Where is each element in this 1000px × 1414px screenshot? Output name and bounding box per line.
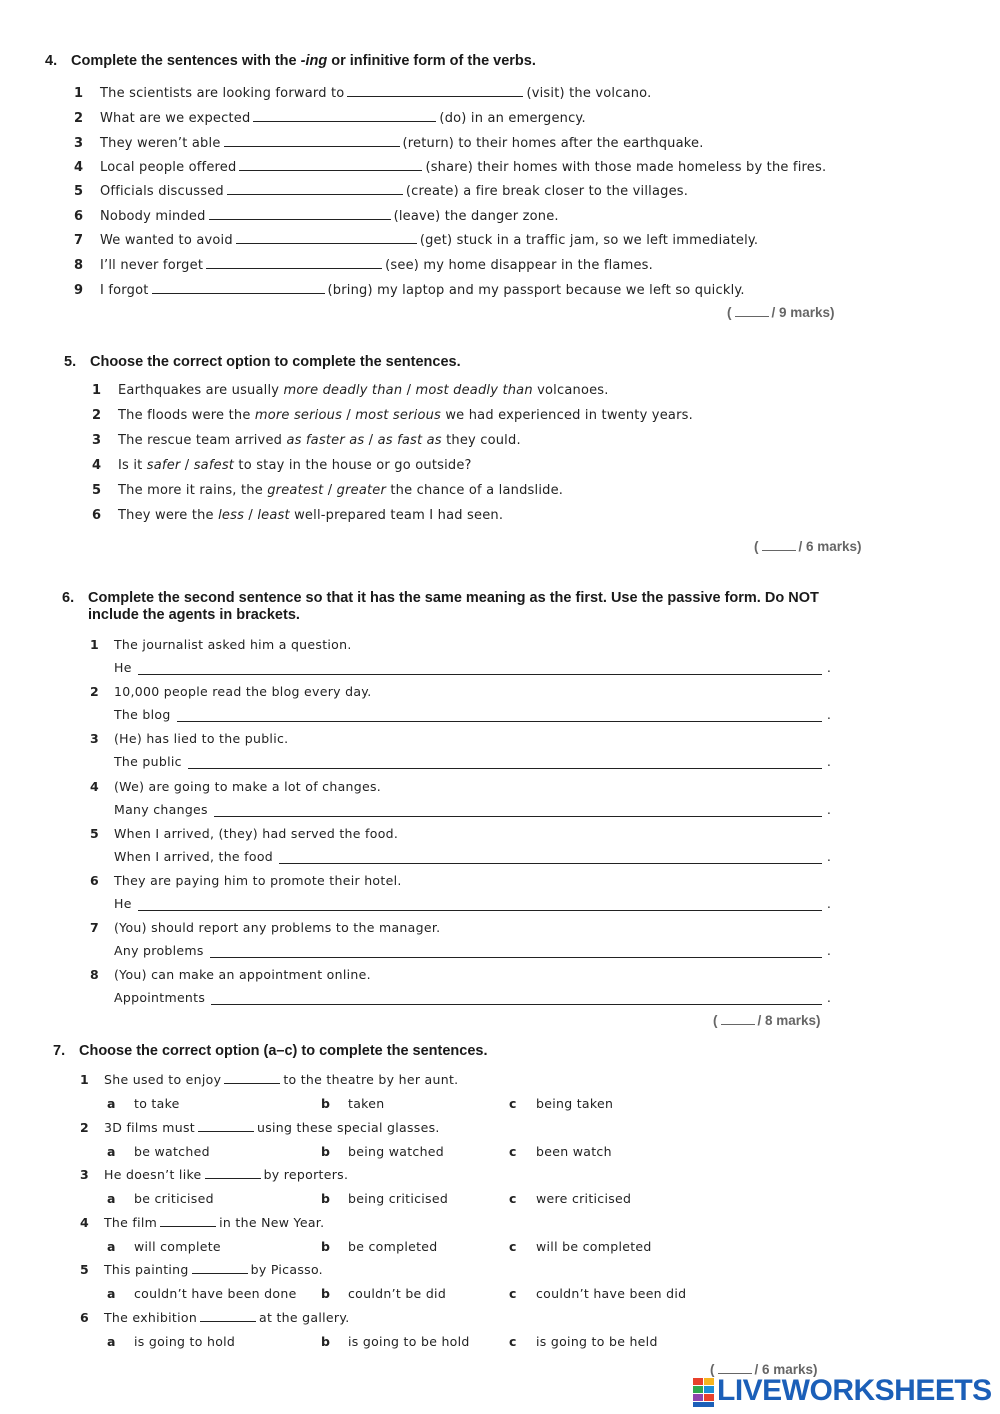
option-b[interactable] [321, 1286, 446, 1301]
exercise-number: 4. [45, 53, 58, 69]
sentence-end: volcanoes. [532, 383, 609, 398]
end-period: . [827, 755, 831, 769]
end-period: . [827, 850, 831, 864]
option-text: being taken [536, 1096, 614, 1111]
option-letter: c [509, 1334, 517, 1349]
answer-blank[interactable] [205, 1167, 261, 1179]
source-text: (We) are going to make a lot of changes. [114, 779, 382, 794]
option-letter: c [509, 1096, 517, 1111]
option-text: couldn’t have been done [134, 1286, 297, 1301]
sentence-start: Local people offered [100, 160, 237, 175]
exercise-6-source-sentence [90, 920, 440, 935]
option-2[interactable]: least [257, 508, 290, 523]
sentence-end: they could. [441, 433, 521, 448]
sentence-end: (get) stuck in a traffic jam, so we left immediately. [419, 233, 759, 248]
sentence-start: They weren’t able [100, 136, 221, 151]
item-number: 1 [90, 637, 99, 652]
exercise-6-answer-start: Any problems [114, 943, 204, 958]
marks-blank[interactable] [762, 540, 796, 551]
sentence-start: The rescue team arrived [118, 433, 287, 448]
exercise-4-marks: ( / 9 marks) [727, 305, 835, 320]
sentence-start: Is it [118, 458, 147, 473]
sentence-start: I forgot [100, 283, 149, 298]
exercise-6-answer-start: He [114, 896, 132, 911]
option-2[interactable]: most serious [355, 408, 442, 423]
answer-line[interactable] [138, 674, 822, 675]
exercise-4-item [74, 109, 586, 126]
exercise-7-question [80, 1120, 440, 1135]
marks-blank[interactable] [721, 1014, 755, 1025]
sentence-end: in the New Year. [219, 1215, 325, 1230]
sentence-start: The film [104, 1215, 158, 1230]
item-number: 6 [90, 873, 99, 888]
option-text: is going to hold [134, 1334, 236, 1349]
option-text: being criticised [348, 1191, 449, 1206]
option-letter: a [107, 1096, 116, 1111]
exercise-6-source-sentence [90, 826, 398, 841]
option-b[interactable] [321, 1239, 438, 1254]
exercise-5-heading: 5. Choose the correct option to complete the sentences. [64, 354, 461, 370]
item-number: 5 [92, 483, 102, 498]
answer-line[interactable] [210, 957, 822, 958]
exercise-7-question [80, 1262, 323, 1277]
option-text: be watched [134, 1144, 210, 1159]
sentence-end: at the gallery. [259, 1310, 350, 1325]
option-letter: b [321, 1286, 331, 1301]
answer-blank[interactable] [192, 1262, 248, 1274]
answer-blank[interactable] [347, 84, 523, 97]
exercise-4-item [74, 158, 826, 175]
exercise-6-source-sentence [90, 779, 381, 794]
answer-blank[interactable] [224, 134, 400, 147]
option-letter: c [509, 1286, 517, 1301]
sentence-end: well-prepared team I had seen. [289, 508, 504, 523]
option-text: being watched [348, 1144, 445, 1159]
exercise-4-item [74, 207, 559, 224]
option-a[interactable] [107, 1096, 180, 1111]
source-text: They are paying him to promote their hotel. [114, 873, 402, 888]
exercise-7-question [80, 1310, 350, 1325]
item-number: 5 [80, 1262, 89, 1277]
exercise-5-marks: ( / 6 marks) [754, 539, 862, 554]
option-b[interactable] [321, 1191, 448, 1206]
exercise-6-marks: ( / 8 marks) [713, 1013, 821, 1028]
sentence-start: Nobody minded [100, 209, 206, 224]
item-number: 7 [90, 920, 99, 935]
sentence-start: The floods were the [118, 408, 255, 423]
exercise-6-source-sentence [90, 731, 288, 746]
option-c[interactable] [509, 1334, 658, 1349]
item-number: 6 [80, 1310, 89, 1325]
item-number: 3 [90, 731, 99, 746]
option-c[interactable] [509, 1286, 686, 1301]
option-letter: b [321, 1239, 331, 1254]
sentence-start: The exhibition [104, 1310, 198, 1325]
end-period: . [827, 991, 831, 1005]
exercise-6-answer-start: When I arrived, the food [114, 849, 274, 864]
option-letter: b [321, 1096, 331, 1111]
item-number: 3 [80, 1167, 89, 1182]
option-letter: a [107, 1286, 116, 1301]
option-letter: c [509, 1144, 517, 1159]
answer-blank[interactable] [152, 281, 325, 294]
exercise-6-heading-line2: include the agents in brackets. [88, 607, 300, 623]
item-number: 6 [92, 508, 102, 523]
option-text: is going to be hold [348, 1334, 470, 1349]
answer-line[interactable] [188, 768, 822, 769]
sentence-end: (see) my home disappear in the flames. [385, 258, 653, 273]
sentence-start: This painting [104, 1262, 189, 1277]
sentence-start: Earthquakes are usually [118, 383, 284, 398]
option-1[interactable]: as faster as [286, 433, 365, 448]
sentence-end: using these special glasses. [256, 1120, 440, 1135]
option-separator: / [402, 383, 416, 398]
item-number: 8 [90, 967, 99, 982]
exercise-7-heading: 7. Choose the correct option (a–c) to complete the sentences. [53, 1043, 488, 1059]
live-badge-icon [693, 1378, 715, 1408]
sentence-end: (leave) the danger zone. [393, 209, 559, 224]
liveworksheets-logo [693, 1376, 993, 1410]
marks-blank[interactable] [735, 306, 769, 317]
exercise-6-answer-start: Many changes [114, 802, 208, 817]
exercise-4-item [74, 256, 653, 273]
option-1[interactable]: greatest [267, 483, 324, 498]
option-separator: / [180, 458, 194, 473]
exercise-5-item [92, 483, 563, 498]
exercise-6-answer-start: He [114, 660, 132, 675]
item-number: 2 [92, 408, 102, 423]
end-period: . [827, 944, 831, 958]
item-number: 3 [74, 136, 84, 151]
item-number: 4 [92, 458, 102, 473]
option-1[interactable]: less [218, 508, 245, 523]
option-a[interactable] [107, 1144, 210, 1159]
answer-line[interactable] [279, 863, 822, 864]
sentence-start: The more it rains, the [118, 483, 268, 498]
answer-blank[interactable] [160, 1215, 216, 1227]
exercise-6-source-sentence [90, 967, 371, 982]
answer-line[interactable] [177, 721, 822, 722]
sentence-start: They were the [118, 508, 219, 523]
exercise-7-question [80, 1215, 324, 1230]
answer-blank[interactable] [224, 1072, 280, 1084]
exercise-6-answer-start: The blog [114, 707, 171, 722]
option-b[interactable] [321, 1334, 470, 1349]
option-a[interactable] [107, 1286, 297, 1301]
exercise-6-source-sentence [90, 873, 402, 888]
option-text: taken [348, 1096, 385, 1111]
exercise-7-question [80, 1167, 348, 1182]
option-letter: b [321, 1144, 331, 1159]
item-number: 5 [74, 184, 84, 199]
exercise-6-heading: 6. Complete the second sentence so that it has the same meaning as the first. Use the passive form. Do NOT [62, 590, 819, 606]
exercise-5-item [92, 433, 521, 448]
sentence-end: to the theatre by her aunt. [283, 1072, 459, 1087]
option-text: were criticised [536, 1191, 632, 1206]
option-a[interactable] [107, 1191, 214, 1206]
sentence-end: (do) in an emergency. [439, 111, 586, 126]
exercise-5-item [92, 508, 503, 523]
sentence-start: We wanted to avoid [100, 233, 233, 248]
option-text: be criticised [134, 1191, 214, 1206]
source-text: (He) has lied to the public. [114, 731, 289, 746]
option-a[interactable] [107, 1239, 221, 1254]
option-letter: b [321, 1334, 331, 1349]
exercise-6-answer-start: The public [114, 754, 182, 769]
sentence-end: (share) their homes with those made homeless by the fires. [425, 160, 827, 175]
sentence-start: 3D films must [104, 1120, 195, 1135]
option-text: couldn’t have been did [536, 1286, 687, 1301]
item-number: 4 [80, 1215, 89, 1230]
option-c[interactable] [509, 1239, 652, 1254]
sentence-start: He doesn’t like [104, 1167, 202, 1182]
option-b[interactable] [321, 1096, 384, 1111]
answer-blank[interactable] [209, 207, 391, 220]
exercise-7-question [80, 1072, 458, 1087]
option-2[interactable]: greater [336, 483, 387, 498]
option-c[interactable] [509, 1191, 631, 1206]
option-a[interactable] [107, 1334, 235, 1349]
option-1[interactable]: more serious [254, 408, 343, 423]
item-number: 1 [92, 383, 102, 398]
answer-line[interactable] [211, 1004, 822, 1005]
exercise-6-source-sentence [90, 684, 372, 699]
marks-blank[interactable] [718, 1363, 752, 1374]
source-text: The journalist asked him a question. [114, 637, 352, 652]
answer-blank[interactable] [253, 109, 436, 122]
exercise-6-source-sentence [90, 637, 352, 652]
item-number: 2 [80, 1120, 89, 1135]
answer-blank[interactable] [200, 1310, 256, 1322]
sentence-end: (visit) the volcano. [526, 86, 652, 101]
sentence-end: (return) to their homes after the earthquake. [402, 136, 704, 151]
item-number: 5 [90, 826, 99, 841]
sentence-end: we had experienced in twenty years. [441, 408, 693, 423]
sentence-start: Officials discussed [100, 184, 224, 199]
exercise-4-item [74, 84, 651, 101]
sentence-end: the chance of a landslide. [386, 483, 564, 498]
option-letter: a [107, 1334, 116, 1349]
option-separator: / [364, 433, 378, 448]
item-number: 6 [74, 209, 84, 224]
option-letter: c [509, 1191, 517, 1206]
source-text: When I arrived, (they) had served the food. [114, 826, 399, 841]
option-c[interactable] [509, 1144, 612, 1159]
sentence-end: (create) a fire break closer to the villages. [405, 184, 689, 199]
option-separator: / [342, 408, 356, 423]
answer-blank[interactable] [239, 158, 422, 171]
option-1[interactable]: safer [146, 458, 181, 473]
source-text: (You) can make an appointment online. [114, 967, 371, 982]
end-period: . [827, 897, 831, 911]
end-period: . [827, 803, 831, 817]
exercise-5-item [92, 383, 609, 398]
exercise-5-item [92, 458, 472, 473]
option-letter: c [509, 1239, 517, 1254]
item-number: 9 [74, 283, 84, 298]
answer-line[interactable] [138, 910, 822, 911]
sentence-end: (bring) my laptop and my passport because we left so quickly. [327, 283, 745, 298]
item-number: 8 [74, 258, 84, 273]
exercise-4-item [74, 182, 688, 199]
option-separator: / [244, 508, 258, 523]
item-number: 1 [80, 1072, 89, 1087]
answer-blank[interactable] [198, 1120, 254, 1132]
item-number: 1 [74, 86, 84, 101]
option-letter: a [107, 1191, 116, 1206]
source-text: (You) should report any problems to the manager. [114, 920, 441, 935]
end-period: . [827, 708, 831, 722]
exercise-5-item [92, 408, 693, 423]
item-number: 3 [92, 433, 102, 448]
answer-blank[interactable] [236, 231, 417, 244]
option-text: is going to be held [536, 1334, 658, 1349]
answer-blank[interactable] [227, 182, 403, 195]
option-letter: b [321, 1191, 331, 1206]
sentence-end: by Picasso. [250, 1262, 323, 1277]
sentence-end: by reporters. [263, 1167, 349, 1182]
option-text: to take [134, 1096, 180, 1111]
option-text: couldn’t be did [348, 1286, 447, 1301]
option-b[interactable] [321, 1144, 444, 1159]
end-period: . [827, 661, 831, 675]
option-letter: a [107, 1239, 116, 1254]
answer-line[interactable] [214, 816, 822, 817]
option-text: been watch [536, 1144, 612, 1159]
option-2[interactable]: most deadly than [415, 383, 533, 398]
option-text: will be completed [536, 1239, 652, 1254]
option-2[interactable]: as fast as [377, 433, 442, 448]
option-letter: a [107, 1144, 116, 1159]
sentence-start: The scientists are looking forward to [100, 86, 345, 101]
option-1[interactable]: more deadly than [283, 383, 403, 398]
item-number: 2 [90, 684, 99, 699]
option-text: will complete [134, 1239, 221, 1254]
item-number: 4 [74, 160, 84, 175]
sentence-start: She used to enjoy [104, 1072, 222, 1087]
option-2[interactable]: safest [193, 458, 235, 473]
option-c[interactable] [509, 1096, 613, 1111]
brand-name: LIVEWORKSHEETS [717, 1374, 992, 1407]
exercise-4-item [74, 231, 758, 248]
item-number: 4 [90, 779, 99, 794]
exercise-4-item [74, 281, 745, 298]
option-separator: / [323, 483, 337, 498]
option-text: be completed [348, 1239, 438, 1254]
exercise-7-marks: ( / 6 marks) [710, 1362, 818, 1377]
item-number: 7 [74, 233, 84, 248]
exercise-4-heading: 4. Complete the sentences with the -ing or infinitive form of the verbs. [45, 53, 536, 69]
sentence-start: I’ll never forget [100, 258, 204, 273]
sentence-end: to stay in the house or go outside? [234, 458, 472, 473]
exercise-4-item [74, 134, 704, 151]
sentence-start: What are we expected [100, 111, 251, 126]
answer-blank[interactable] [206, 256, 382, 269]
exercise-6-answer-start: Appointments [114, 990, 206, 1005]
source-text: 10,000 people read the blog every day. [114, 684, 372, 699]
item-number: 2 [74, 111, 84, 126]
